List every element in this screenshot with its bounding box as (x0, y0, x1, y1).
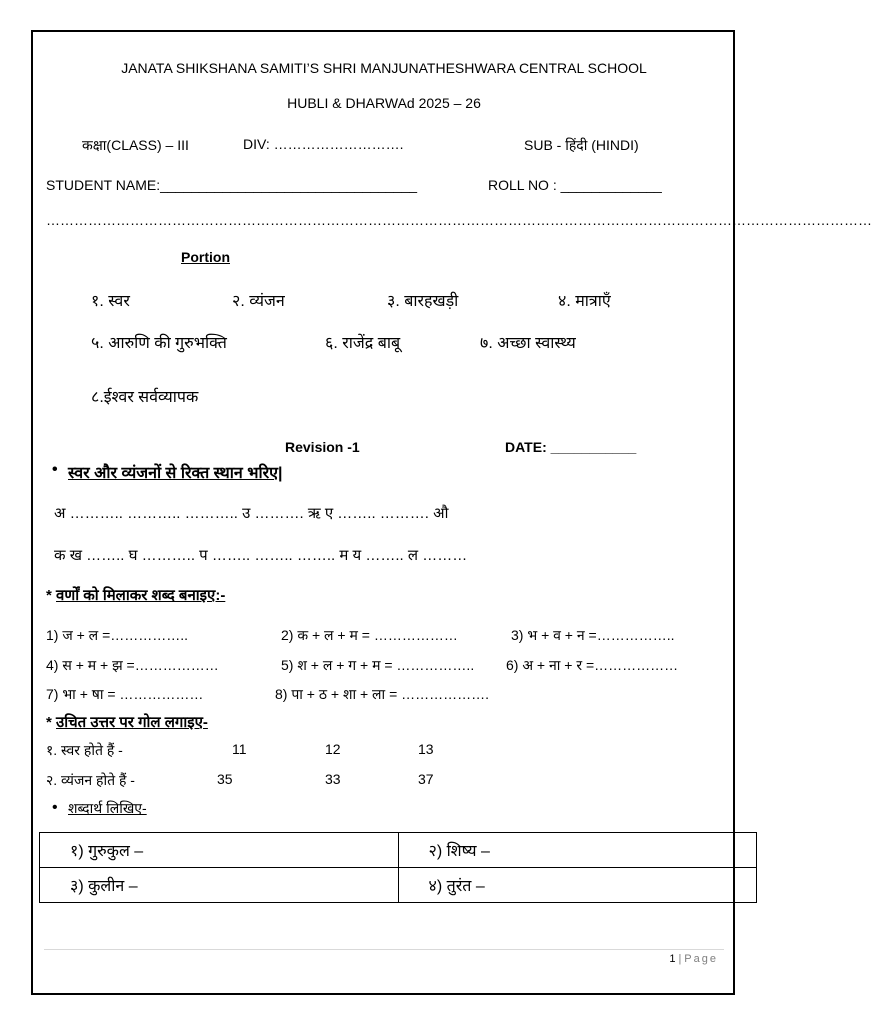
section1-heading: • स्वर और व्यंजनों से रिक्त स्थान भरिए| (68, 461, 283, 483)
mcq-option[interactable]: 35 (217, 771, 233, 787)
combine-item-1: 1) ज + ल =…………….. (46, 627, 189, 643)
revision-title: Revision -1 (285, 439, 360, 455)
vowel-fill-line: अ ……….. ……….. ……….. उ ………. ऋ ए …….. ………. औ (54, 505, 449, 522)
mcq-option[interactable]: 33 (325, 771, 341, 787)
portion-item-4: ४. मात्राएँ (558, 293, 611, 310)
class-label: कक्षा(CLASS) – III (82, 137, 189, 153)
combine-item-2: 2) क + ल + म = ……………… (281, 627, 458, 643)
footer-divider (44, 949, 724, 950)
combine-item-5: 5) श + ल + ग + म = …………….. (281, 657, 475, 673)
portion-title: Portion (181, 249, 230, 265)
date-field: DATE: ___________ (505, 439, 637, 455)
combine-item-3: 3) भ + व + न =…………….. (511, 627, 675, 643)
section2-heading-text: वर्णों को मिलाकर शब्द बनाइए:- (56, 587, 226, 604)
combine-item-8: 8) पा + ठ + शा + ला = ………………. (275, 686, 490, 702)
portion-item-5: ५. आरुणि की गुरुभक्ति (91, 335, 227, 352)
table-cell[interactable]: १) गुरुकुल – (40, 833, 399, 868)
location-year: HUBLI & DHARWAd 2025 – 26 (287, 95, 481, 111)
subject-label: SUB - हिंदी (HINDI) (524, 137, 639, 153)
mcq-option[interactable]: 13 (418, 741, 434, 757)
combine-item-6: 6) अ + ना + र =……………… (506, 657, 679, 673)
page-number: 1 (669, 953, 676, 965)
school-name: JANATA SHIKSHANA SAMITI’S SHRI MANJUNATHESHWARA CENTRAL SCHOOL (121, 60, 647, 76)
portion-item-1: १. स्वर (91, 293, 130, 310)
dotted-line: …………………………………………………………………………………………………………………………………………………………… (46, 212, 872, 228)
footer-separator: | (678, 953, 682, 965)
portion-item-3: ३. बारहखड़ी (387, 293, 459, 310)
table-row (40, 868, 757, 903)
mcq-question-2: २. व्यंजन होते हैं - (46, 772, 135, 788)
table-cell[interactable]: २) शिष्य – (398, 833, 757, 868)
asterisk: * (46, 714, 57, 731)
mcq-option[interactable]: 12 (325, 741, 341, 757)
asterisk: * (46, 587, 57, 604)
portion-item-6: ६. राजेंद्र बाबू (325, 335, 401, 352)
combine-item-4: 4) स + म + झ =……………… (46, 657, 219, 673)
portion-item-8: ८.ईश्वर सर्वव्यापक (91, 389, 199, 406)
table-cell[interactable]: ४) तुरंत – (398, 868, 757, 903)
table-row (40, 833, 757, 868)
roll-no-field: ROLL NO : _____________ (488, 177, 662, 193)
combine-item-7: 7) भा + षा = ……………… (46, 686, 204, 702)
word-meaning-table (39, 832, 757, 903)
table-cell[interactable]: ३) कुलीन – (40, 868, 399, 903)
portion-item-7: ७. अच्छा स्वास्थ्य (480, 335, 576, 352)
mcq-option[interactable]: 11 (232, 741, 247, 757)
mcq-option[interactable]: 37 (418, 771, 434, 787)
consonant-fill-line: क ख …….. घ ……….. प …….. …….. …….. म य …….. ल ……… (54, 547, 468, 564)
page-footer (669, 953, 718, 965)
section3-heading-text: उचित उत्तर पर गोल लगाइए- (56, 714, 208, 731)
page-label: Page (684, 953, 718, 965)
section4-heading: • शब्दार्थ लिखिए- (68, 799, 147, 818)
portion-item-2: २. व्यंजन (232, 293, 285, 310)
section2-heading (46, 585, 225, 605)
mcq-question-1: १. स्वर होते हैं - (46, 742, 123, 758)
section3-heading (46, 712, 208, 732)
div-label: DIV: ………………………. (243, 136, 404, 152)
student-name-field: STUDENT NAME:_________________________________ (46, 177, 418, 193)
